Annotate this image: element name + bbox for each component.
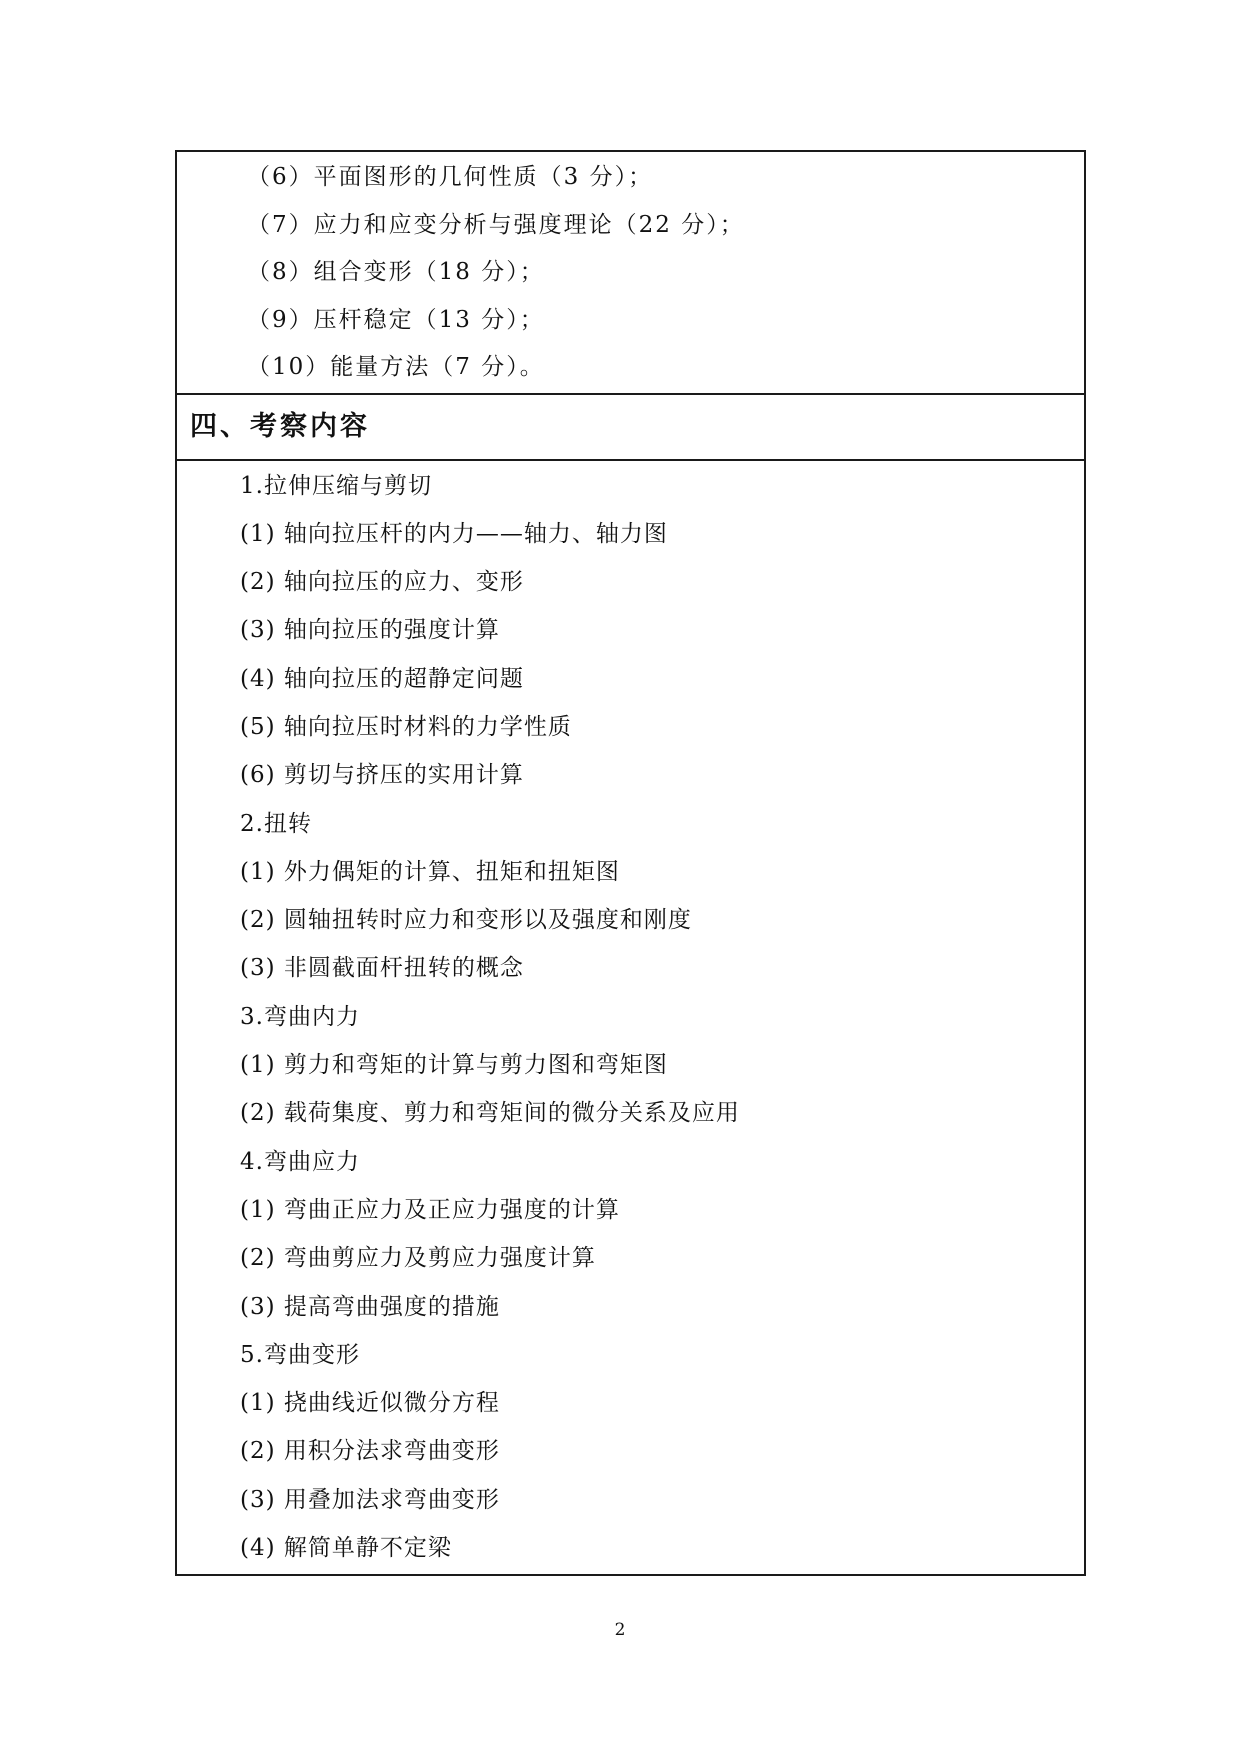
score-item: （8）组合变形（18 分）； — [247, 259, 545, 285]
topic-heading: 5.弯曲变形 — [240, 1342, 360, 1368]
topic-item: (4) 轴向拉压的超静定问题 — [240, 666, 524, 692]
section-header — [177, 395, 1084, 461]
topic-heading: 3.弯曲内力 — [240, 1004, 360, 1030]
topic-heading: 4.弯曲应力 — [240, 1149, 360, 1175]
score-item: （6）平面图形的几何性质（3 分）； — [247, 164, 654, 190]
score-distribution-section — [177, 152, 1084, 395]
page-number: 2 — [614, 1620, 626, 1640]
topic-item: (1) 弯曲正应力及正应力强度的计算 — [240, 1197, 620, 1223]
topic-item: (2) 载荷集度、剪力和弯矩间的微分关系及应用 — [240, 1100, 740, 1126]
section-title: 四、考察内容 — [190, 411, 370, 442]
topic-item: (6) 剪切与挤压的实用计算 — [240, 762, 524, 788]
topic-item: (2) 弯曲剪应力及剪应力强度计算 — [240, 1245, 596, 1271]
topic-item: (3) 用叠加法求弯曲变形 — [240, 1487, 500, 1513]
topic-item: (1) 挠曲线近似微分方程 — [240, 1390, 500, 1416]
topic-item: (3) 非圆截面杆扭转的概念 — [240, 955, 524, 981]
topic-item: (1) 剪力和弯矩的计算与剪力图和弯矩图 — [240, 1052, 668, 1078]
topic-item: (2) 圆轴扭转时应力和变形以及强度和刚度 — [240, 907, 692, 933]
syllabus-table — [175, 150, 1086, 1576]
topic-item: (3) 轴向拉压的强度计算 — [240, 617, 500, 643]
topic-item: (5) 轴向拉压时材料的力学性质 — [240, 714, 572, 740]
topic-heading: 2.扭转 — [240, 811, 312, 837]
score-item: （9）压杆稳定（13 分）； — [247, 307, 545, 333]
score-item: （7）应力和应变分析与强度理论（22 分）； — [247, 212, 745, 238]
topic-heading: 1.拉伸压缩与剪切 — [240, 473, 432, 499]
score-item: （10）能量方法（7 分）。 — [247, 354, 545, 380]
topic-item: (3) 提高弯曲强度的措施 — [240, 1294, 500, 1320]
topic-item: (1) 外力偶矩的计算、扭矩和扭矩图 — [240, 859, 620, 885]
topic-item: (4) 解简单静不定梁 — [240, 1535, 452, 1561]
topic-item: (1) 轴向拉压杆的内力——轴力、轴力图 — [240, 521, 668, 547]
topic-item: (2) 轴向拉压的应力、变形 — [240, 569, 524, 595]
content-section — [177, 461, 1084, 1574]
topic-item: (2) 用积分法求弯曲变形 — [240, 1438, 500, 1464]
